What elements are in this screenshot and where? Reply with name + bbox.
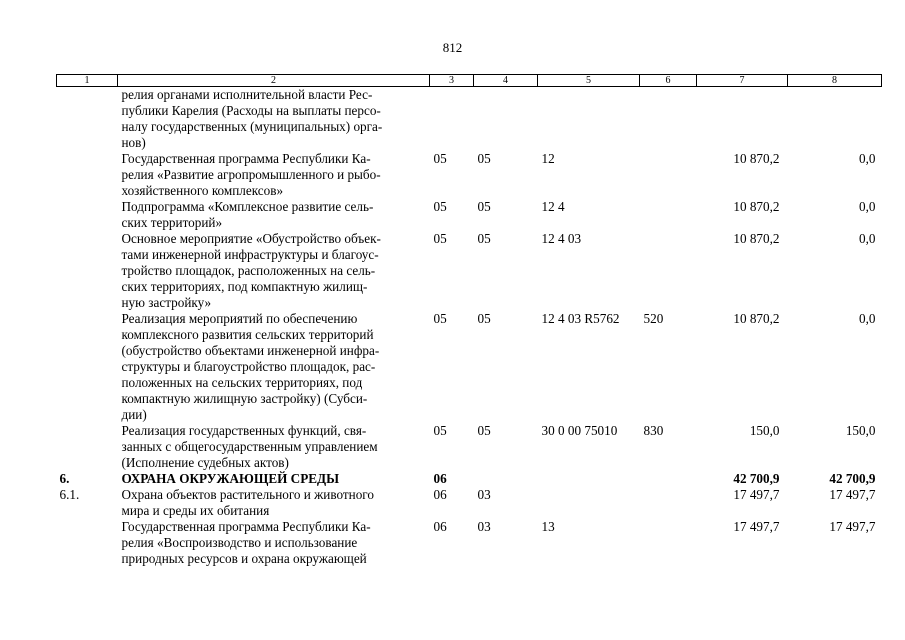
target-article-cell: [538, 487, 640, 519]
target-article-cell: 13: [541, 519, 555, 534]
section-code-cell: [430, 87, 474, 152]
item-name-cell: ОХРАНА ОКРУЖАЮЩЕЙ СРЕДЫ: [121, 471, 340, 486]
table-row: [57, 199, 882, 231]
item-number-cell: [57, 87, 118, 152]
item-name-cell: Реализация государственных функций, свя- занных с общегосударственным управлением (Исполнение судебных актов): [121, 423, 378, 470]
item-name-cell: релия органами исполнительной власти Рес- публики Карелия (Расходы на выплаты персо- налу государственных (муниципальных) орга- нов): [121, 87, 383, 150]
item-name-cell: Основное мероприятие «Обустройство объек- тами инженерной инфраструктуры и благоус- тройство площадок, расположенных на сель- ских территориях, под компактную жилищ- ную застройку»: [121, 231, 381, 310]
expense-type-cell: [640, 231, 697, 311]
target-article-cell: [538, 471, 640, 487]
page-number: 812: [442, 40, 463, 55]
target-article-cell: 12 4 03: [541, 231, 582, 246]
table-row: [57, 423, 882, 471]
item-number-cell: 6.: [59, 471, 70, 486]
section-code-cell: 05: [433, 199, 447, 214]
subsection-code-cell: 03: [477, 519, 491, 534]
amount-cell: 0,0: [859, 151, 876, 166]
expense-type-cell: 830: [643, 423, 664, 438]
section-code-cell: 05: [433, 311, 447, 326]
section-code-cell: 05: [433, 231, 447, 246]
subsection-code-cell: 05: [477, 199, 491, 214]
item-name-cell: Реализация мероприятий по обеспечению комплексного развития сельских территорий (обустройство объектами инженерной инфра- структуры и благоустройство площадок, рас- положенных на сельских территориях, под компактную жилищную застройку) (Субси- дии): [121, 311, 380, 422]
subsection-code-cell: [474, 471, 538, 487]
amount-cell: 0,0: [859, 311, 876, 326]
target-article-cell: [538, 87, 640, 152]
section-code-cell: 06: [433, 471, 447, 486]
subsection-code-cell: [474, 87, 538, 152]
amount-cell: 10 870,2: [733, 199, 780, 214]
amount-cell: 17 497,7: [829, 487, 876, 502]
amount-cell: 17 497,7: [733, 487, 780, 502]
subsection-code-cell: 03: [477, 487, 491, 502]
item-name-cell: Государственная программа Республики Ка- релия «Развитие агропромышленного и рыбо- хозяйственного комплексов»: [121, 151, 381, 198]
amount-cell: 150,0: [749, 423, 780, 438]
amount-cell: [788, 87, 882, 152]
budget-table: [56, 74, 882, 567]
target-article-cell: 12 4 03 R5762: [541, 311, 620, 326]
expense-type-cell: [640, 87, 697, 152]
target-article-cell: 12 4: [541, 199, 565, 214]
expense-type-cell: [640, 151, 697, 199]
amount-cell: 10 870,2: [733, 151, 780, 166]
table-row: [57, 231, 882, 311]
subsection-code-cell: 05: [477, 151, 491, 166]
column-number: 1: [57, 75, 118, 87]
table-header: [57, 75, 882, 87]
expense-type-cell: [640, 519, 697, 567]
table-row: [57, 311, 882, 423]
amount-cell: 0,0: [859, 231, 876, 246]
column-number: 8: [788, 75, 882, 87]
table-row: [57, 471, 882, 487]
item-number-cell: [57, 311, 118, 423]
amount-cell: 17 497,7: [829, 519, 876, 534]
item-number-cell: [57, 519, 118, 567]
expense-type-cell: 520: [643, 311, 664, 326]
table-row: [57, 87, 882, 152]
amount-cell: 42 700,9: [733, 471, 780, 486]
expense-type-cell: [640, 487, 697, 519]
column-number: 3: [430, 75, 474, 87]
item-number-cell: [57, 423, 118, 471]
item-number-cell: [57, 151, 118, 199]
target-article-cell: 30 0 00 75010: [541, 423, 618, 438]
table-body: [57, 87, 882, 568]
item-name-cell: Подпрограмма «Комплексное развитие сель- ских территорий»: [121, 199, 374, 230]
section-code-cell: 06: [433, 519, 447, 534]
section-code-cell: 06: [433, 487, 447, 502]
item-name-cell: Государственная программа Республики Ка- релия «Воспроизводство и использование природных ресурсов и охрана окружающей: [121, 519, 371, 566]
expense-type-cell: [640, 199, 697, 231]
column-number-row: [57, 75, 882, 87]
target-article-cell: 12: [541, 151, 555, 166]
column-number: 7: [697, 75, 788, 87]
amount-cell: 10 870,2: [733, 231, 780, 246]
column-number: 5: [538, 75, 640, 87]
amount-cell: [697, 87, 788, 152]
amount-cell: 150,0: [845, 423, 876, 438]
section-code-cell: 05: [433, 151, 447, 166]
amount-cell: 42 700,9: [829, 471, 876, 486]
item-number-cell: [57, 231, 118, 311]
table-row: [57, 151, 882, 199]
item-number-cell: [57, 199, 118, 231]
subsection-code-cell: 05: [477, 311, 491, 326]
item-number-cell: 6.1.: [59, 487, 80, 502]
amount-cell: 17 497,7: [733, 519, 780, 534]
amount-cell: 0,0: [859, 199, 876, 214]
column-number: 2: [118, 75, 430, 87]
subsection-code-cell: 05: [477, 423, 491, 438]
section-code-cell: 05: [433, 423, 447, 438]
subsection-code-cell: 05: [477, 231, 491, 246]
table-row: [57, 519, 882, 567]
amount-cell: 10 870,2: [733, 311, 780, 326]
column-number: 4: [474, 75, 538, 87]
column-number: 6: [640, 75, 697, 87]
expense-type-cell: [640, 471, 697, 487]
item-name-cell: Охрана объектов растительного и животного мира и среды их обитания: [121, 487, 374, 518]
table-row: [57, 487, 882, 519]
